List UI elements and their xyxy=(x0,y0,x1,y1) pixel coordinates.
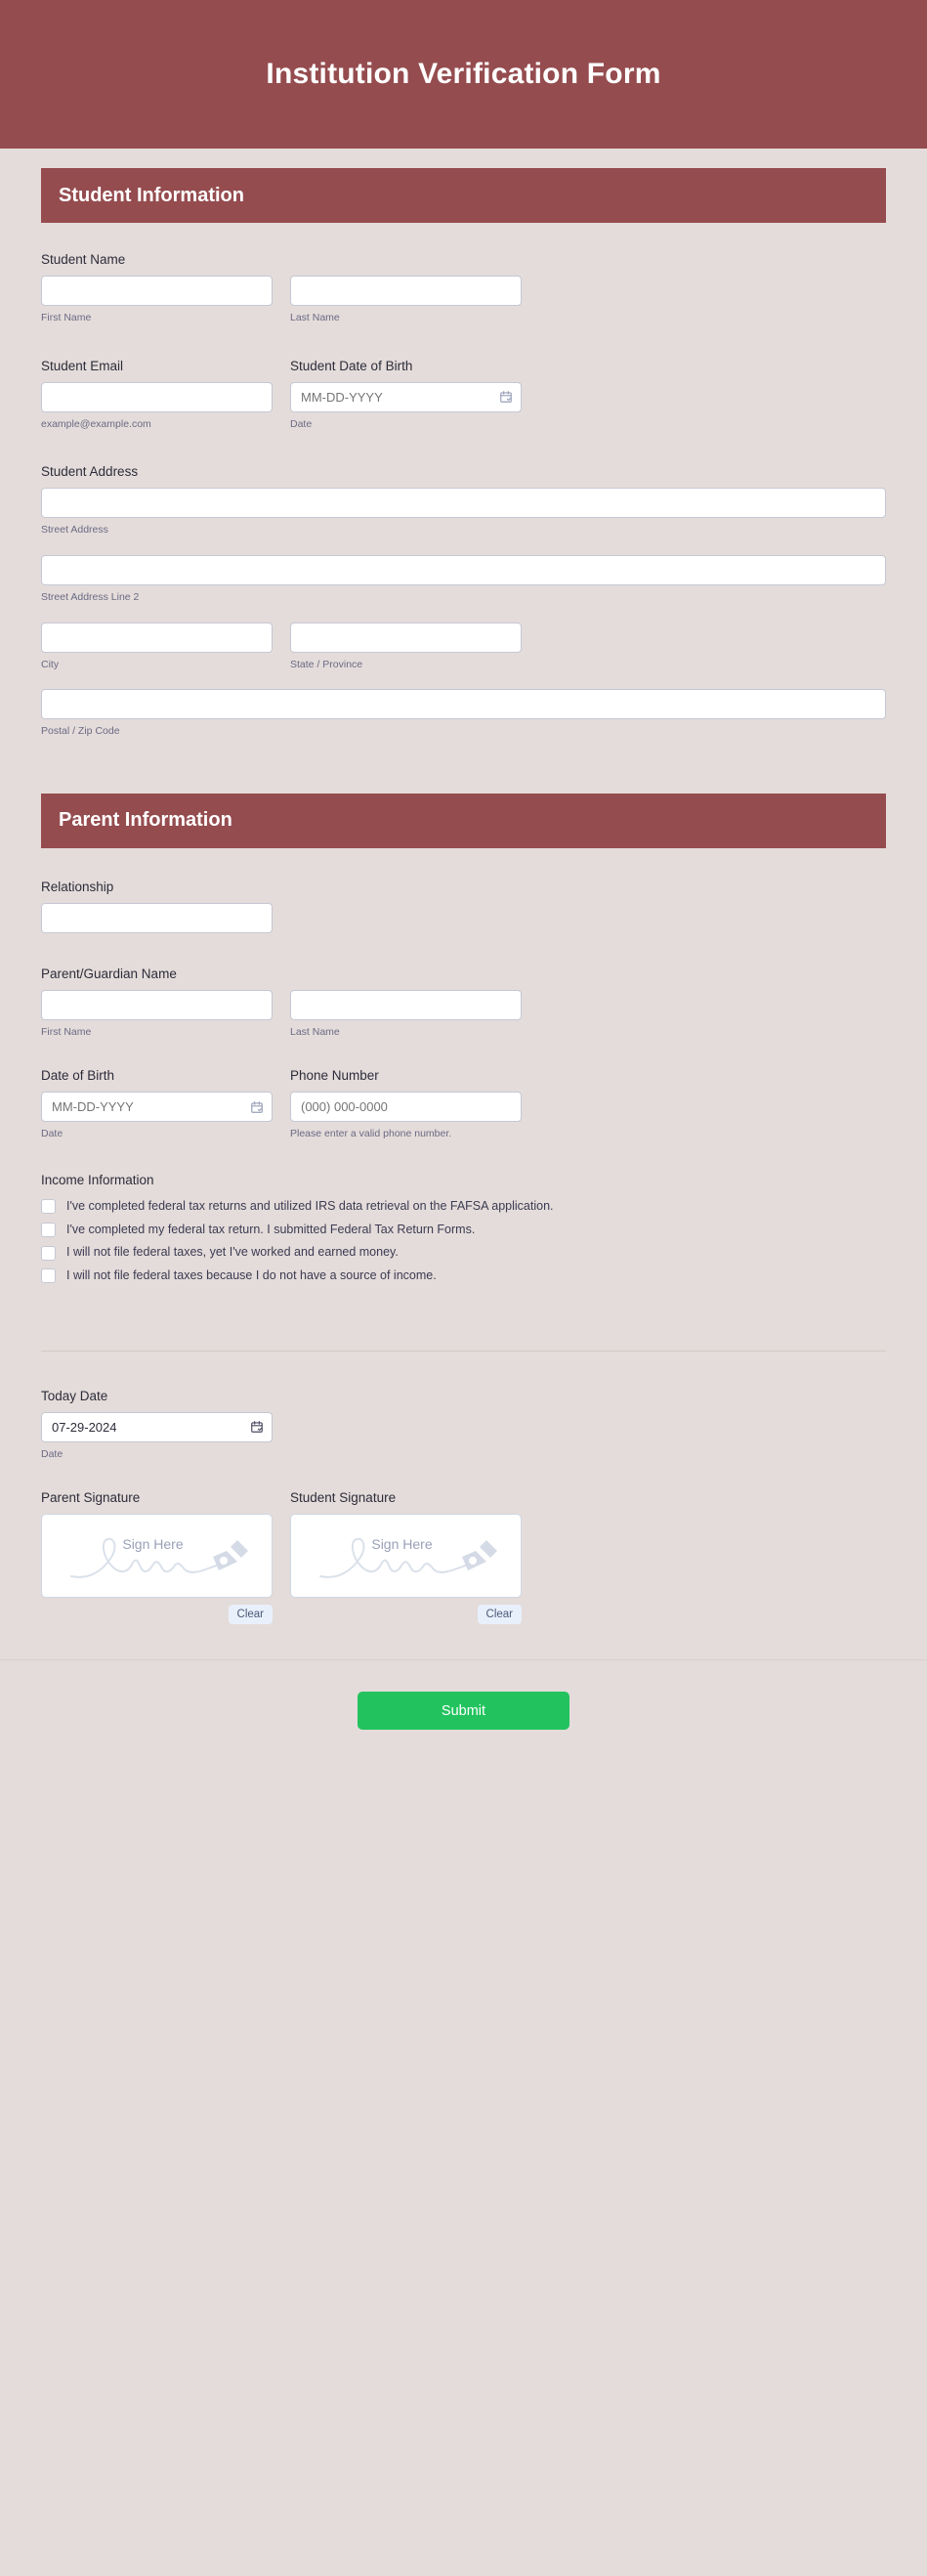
label-parent-guardian-name: Parent/Guardian Name xyxy=(41,966,177,981)
sublabel-student-last-name: Last Name xyxy=(290,312,340,323)
field-student-name xyxy=(41,252,886,325)
student-street-address-input[interactable] xyxy=(41,488,886,518)
form-header-banner xyxy=(0,0,927,149)
income-option-row[interactable] xyxy=(41,1268,886,1284)
checkbox-icon-income-0[interactable] xyxy=(41,1199,56,1214)
label-student-signature: Student Signature xyxy=(290,1490,397,1506)
section-header-student-information xyxy=(41,168,886,223)
label-income-information: Income Information xyxy=(41,1173,154,1188)
label-parent-dob: Date of Birth xyxy=(41,1068,115,1084)
label-student-dob: Student Date of Birth xyxy=(290,358,413,373)
parent-first-name-cell xyxy=(41,990,273,1040)
section-divider-top xyxy=(41,1351,886,1352)
submit-button[interactable]: Submit xyxy=(358,1692,569,1730)
sublabel-street-address-2: Street Address Line 2 xyxy=(41,590,140,603)
income-option-row[interactable] xyxy=(41,1199,886,1215)
student-state-input[interactable] xyxy=(290,623,522,653)
parent-sign-here-text: Sign Here xyxy=(122,1536,184,1553)
sublabel-student-dob: Date xyxy=(290,417,313,430)
field-relationship xyxy=(41,880,886,933)
parent-signature-pad[interactable] xyxy=(41,1514,273,1598)
label-student-name: Student Name xyxy=(41,252,126,267)
student-signature-block xyxy=(290,1490,522,1624)
label-phone-number: Phone Number xyxy=(290,1068,379,1084)
student-first-name-input[interactable] xyxy=(41,276,273,306)
income-option-label-0: I've completed federal tax returns and utilized IRS data retrieval on the FAFSA application. xyxy=(66,1199,554,1214)
field-income-information xyxy=(41,1173,886,1284)
income-checkbox-group xyxy=(41,1199,886,1284)
sublabel-student-first-name: First Name xyxy=(41,312,92,323)
student-dob-cell xyxy=(290,359,522,432)
label-student-email: Student Email xyxy=(41,358,124,373)
page-title: Institution Verification Form xyxy=(266,58,661,90)
field-parent-dob-phone-row xyxy=(41,1068,886,1141)
parent-last-name-input[interactable] xyxy=(290,990,522,1020)
student-signature-pad[interactable] xyxy=(290,1514,522,1598)
student-email-cell xyxy=(41,359,273,432)
income-option-label-1: I've completed my federal tax return. I submitted Federal Tax Return Forms. xyxy=(66,1222,476,1236)
income-option-label-3: I will not file federal taxes because I do not have a source of income. xyxy=(66,1268,437,1282)
parent-dob-cell xyxy=(41,1068,273,1141)
income-option-row[interactable] xyxy=(41,1223,886,1238)
today-date-input[interactable] xyxy=(41,1412,273,1442)
parent-last-name-cell xyxy=(290,990,522,1040)
sublabel-state-province: State / Province xyxy=(290,658,363,670)
parent-signature-clear-button[interactable]: Clear xyxy=(229,1605,273,1624)
student-first-name-cell xyxy=(41,276,273,325)
today-date-input-wrap xyxy=(41,1412,273,1442)
student-postal-code-input[interactable] xyxy=(41,689,886,719)
income-option-label-2: I will not file federal taxes, yet I've worked and earned money. xyxy=(66,1245,399,1260)
student-dob-input[interactable] xyxy=(290,382,522,412)
student-city-cell xyxy=(41,623,273,672)
field-student-email-dob-row xyxy=(41,359,886,432)
student-last-name-input[interactable] xyxy=(290,276,522,306)
student-street-address-2-input[interactable] xyxy=(41,555,886,585)
student-state-cell xyxy=(290,623,522,672)
sublabel-student-email: example@example.com xyxy=(41,417,151,430)
student-sign-here-text: Sign Here xyxy=(371,1536,433,1553)
parent-dob-input[interactable] xyxy=(41,1092,273,1122)
label-parent-signature: Parent Signature xyxy=(41,1490,141,1506)
section-title-parent: Parent Information xyxy=(59,809,232,832)
income-option-row[interactable] xyxy=(41,1245,886,1261)
signature-watermark xyxy=(291,1515,521,1597)
field-parent-name xyxy=(41,966,886,1040)
sublabel-postal-zip: Postal / Zip Code xyxy=(41,725,120,738)
signature-watermark xyxy=(42,1515,272,1597)
student-city-input[interactable] xyxy=(41,623,273,653)
submit-area xyxy=(0,1660,927,1775)
student-signature-clear-button[interactable]: Clear xyxy=(478,1605,522,1624)
section-title-student: Student Information xyxy=(59,184,244,206)
sublabel-phone-number: Please enter a valid phone number. xyxy=(290,1128,452,1140)
field-today-date xyxy=(41,1389,886,1462)
sublabel-parent-dob: Date xyxy=(41,1128,63,1140)
parent-signature-block xyxy=(41,1490,273,1624)
parent-dob-input-wrap xyxy=(41,1092,273,1122)
signature-squiggle-icon xyxy=(60,1522,255,1590)
field-student-address xyxy=(41,464,886,739)
parent-phone-cell xyxy=(290,1068,522,1141)
student-last-name-cell xyxy=(290,276,522,325)
sublabel-street-address: Street Address xyxy=(41,524,108,537)
sublabel-parent-first-name: First Name xyxy=(41,1025,92,1038)
student-email-input[interactable] xyxy=(41,382,273,412)
sublabel-city: City xyxy=(41,658,60,670)
signature-squiggle-icon xyxy=(309,1522,504,1590)
label-student-address: Student Address xyxy=(41,464,139,480)
signature-area xyxy=(41,1490,886,1624)
sublabel-parent-last-name: Last Name xyxy=(290,1025,340,1038)
parent-first-name-input[interactable] xyxy=(41,990,273,1020)
section-header-parent-information xyxy=(41,794,886,848)
label-today-date: Today Date xyxy=(41,1388,108,1403)
parent-phone-input[interactable] xyxy=(290,1092,522,1122)
checkbox-icon-income-2[interactable] xyxy=(41,1246,56,1261)
student-dob-input-wrap xyxy=(290,382,522,412)
form-body xyxy=(0,168,927,1659)
sublabel-today-date: Date xyxy=(41,1447,63,1460)
checkbox-icon-income-3[interactable] xyxy=(41,1268,56,1283)
relationship-input[interactable] xyxy=(41,903,273,933)
label-relationship: Relationship xyxy=(41,879,114,894)
checkbox-icon-income-1[interactable] xyxy=(41,1223,56,1237)
